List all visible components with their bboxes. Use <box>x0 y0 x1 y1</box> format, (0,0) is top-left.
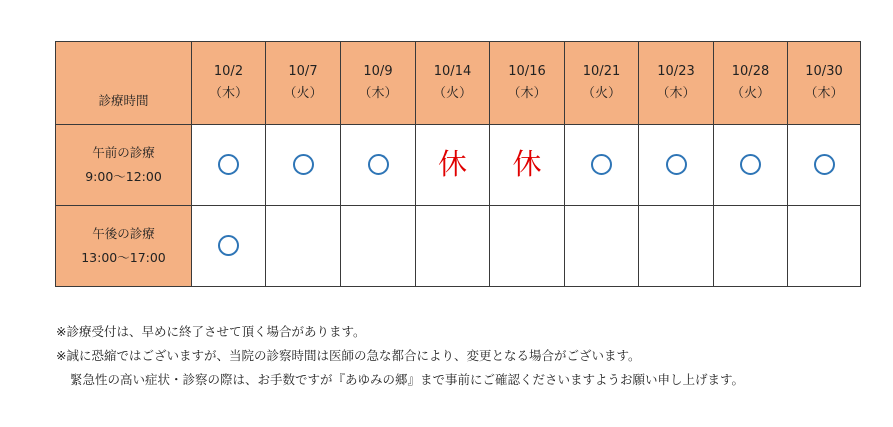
open-circle-icon <box>218 154 239 175</box>
weekday-label: （木） <box>507 86 547 101</box>
closed-label: 休 <box>512 146 542 181</box>
afternoon-session-row <box>56 206 861 287</box>
date-label: 10/21 <box>582 64 621 79</box>
status-cell <box>788 125 861 206</box>
schedule-table <box>55 41 861 287</box>
status-cell <box>490 125 565 206</box>
status-cell <box>416 206 490 287</box>
date-label: 10/9 <box>363 64 393 79</box>
status-cell <box>192 125 266 206</box>
date-header-row <box>56 42 861 125</box>
date-header-cell <box>490 42 565 125</box>
date-header-cell <box>416 42 490 125</box>
status-cell <box>788 206 861 287</box>
date-header-cell <box>788 42 861 125</box>
date-label: 10/16 <box>508 64 546 79</box>
status-cell <box>639 125 714 206</box>
open-circle-icon <box>740 154 761 175</box>
open-circle-icon <box>591 154 612 175</box>
weekday-label: （火） <box>432 86 472 101</box>
date-header-cell <box>266 42 341 125</box>
session-hours: 13:00～17:00 <box>81 250 166 265</box>
date-header-cell <box>714 42 788 125</box>
weekday-label: （火） <box>581 86 621 101</box>
date-header-cell <box>565 42 639 125</box>
session-hours: 9:00～12:00 <box>85 169 162 184</box>
date-label: 10/23 <box>657 64 695 79</box>
date-label: 10/28 <box>731 64 770 79</box>
note-line: ※診療受付は、早めに終了させて頂く場合があります。 <box>56 324 366 339</box>
date-header-cell <box>341 42 416 125</box>
status-cell <box>192 206 266 287</box>
status-cell <box>341 125 416 206</box>
date-label: 10/7 <box>288 64 318 79</box>
open-circle-icon <box>218 235 239 256</box>
note-line: 緊急性の高い症状・診察の際は、お手数ですが『あゆみの郷』まで事前にご確認くださいますようお願い申し上げます。 <box>70 372 745 387</box>
session-title: 午前の診療 <box>92 145 155 160</box>
status-cell <box>266 125 341 206</box>
status-cell <box>565 206 639 287</box>
date-label: 10/30 <box>805 64 843 79</box>
morning-session-row <box>56 125 861 206</box>
status-cell <box>341 206 416 287</box>
weekday-label: （木） <box>358 86 398 101</box>
weekday-label: （火） <box>730 86 770 101</box>
date-label: 10/2 <box>213 64 244 79</box>
weekday-label: （木） <box>656 86 696 101</box>
status-cell <box>490 206 565 287</box>
status-cell <box>714 125 788 206</box>
session-title: 午後の診療 <box>92 226 155 241</box>
weekday-label: （木） <box>208 86 248 101</box>
status-cell <box>639 206 714 287</box>
weekday-label: （木） <box>804 86 844 101</box>
open-circle-icon <box>666 154 687 175</box>
header-corner-cell <box>56 42 192 125</box>
status-cell <box>416 125 490 206</box>
status-cell <box>565 125 639 206</box>
weekday-label: （火） <box>283 86 323 101</box>
closed-label: 休 <box>437 146 467 181</box>
note-line: ※誠に恐縮ではございますが、当院の診察時間は医師の急な都合により、変更となる場合がございます。 <box>56 348 641 363</box>
open-circle-icon <box>368 154 389 175</box>
date-label: 10/14 <box>433 64 472 79</box>
open-circle-icon <box>814 154 835 175</box>
status-cell <box>266 206 341 287</box>
status-cell <box>714 206 788 287</box>
date-header-cell <box>192 42 266 125</box>
header-label: 診療時間 <box>98 93 149 108</box>
session-label-cell <box>56 125 192 206</box>
notes <box>56 320 744 392</box>
session-label-cell <box>56 206 192 287</box>
date-header-cell <box>639 42 714 125</box>
open-circle-icon <box>293 154 314 175</box>
